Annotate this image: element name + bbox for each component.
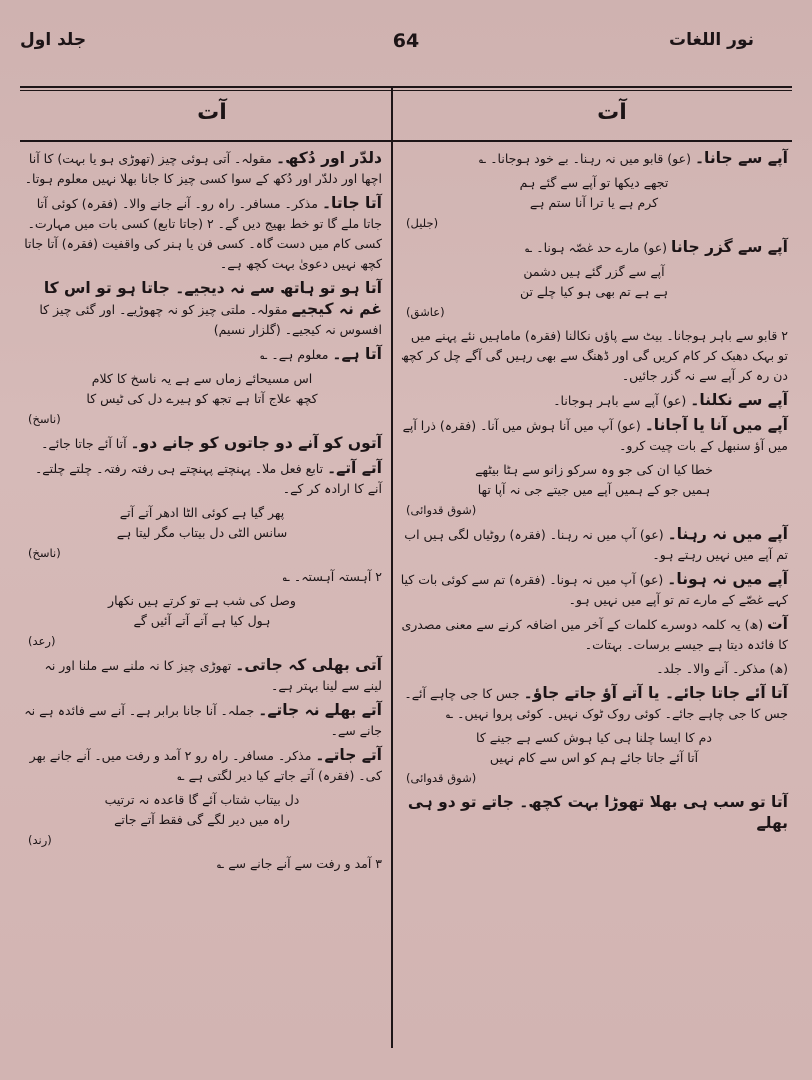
volume-label: جلد اول	[20, 30, 87, 50]
poet-attribution: (شوق قدوائی)	[406, 771, 477, 785]
entry-definition: مقولہ۔ ملتی چیز کو نہ چھوڑیے۔ اور گئی چیز کا افسوس نہ کیجیے۔ (گلزار نسیم)	[39, 302, 382, 337]
dictionary-entry	[22, 700, 382, 741]
entry-definition: تابع فعل ملا۔ پہنچتے پہنچتے ہی رفتہ رفتہ۔ چلتے چلتے۔ آنے کا ارادہ کر کے۔	[34, 461, 382, 496]
entry-headword: آتوں کو آنے دو جاتوں کو جانے دو۔	[130, 434, 382, 452]
verse-line: ہے ہے تم بھی ہو کیا چلے تن	[519, 284, 669, 299]
column-divider	[391, 88, 393, 1048]
entry-definition: مذکر۔ مسافر۔ راہ رو ۲ آمد و رفت میں۔ آنے جانے بھر کی۔ (فقرہ) آتے جاتے کیا دیر لگتی ہے ؎	[29, 748, 382, 783]
dictionary-entry	[400, 262, 788, 322]
poet-attribution: (شوق قدوائی)	[406, 503, 477, 517]
dictionary-entry	[22, 344, 382, 365]
right-column	[400, 148, 788, 838]
entry-definition: مقولہ۔ آتی ہوئی چیز (تھوڑی ہو یا بہت) کا آنا اچھا اور دلدّر اور دُکھ کے سوا کسی چیز کا جانا بھلا نہیں معلوم ہوتا۔	[24, 151, 382, 186]
dictionary-entry	[400, 148, 788, 169]
verse-line: کرم ہے یا ترا آنا ستم ہے	[529, 195, 659, 210]
dictionary-entry	[22, 458, 382, 499]
verse-line: خطا کیا ان کی جو وہ سرکو زانو سے ہٹا بیٹھے	[475, 462, 713, 477]
verse-line: دل بیتاب شتاب آئے گا قاعدہ نہ ترتیب	[104, 792, 300, 807]
entry-definition: (عو) آپ میں آنا ہوش میں آنا۔ (فقرہ) ذرا آپے میں آؤ سنبھل کے بات چیت کرو۔	[402, 418, 788, 453]
entry-definition: آتا آئے جاتا جائے۔	[41, 436, 127, 451]
verse-line: آپے سے گزر گئے ہیں دشمن	[523, 264, 665, 279]
verse-line: وصل کی شب ہے تو کرتے ہیں نکھار	[108, 593, 296, 608]
entry-headword: آتی بھلی کہ جاتی۔	[235, 656, 382, 674]
verse-line: راہ میں دیر لگے گی فقط آتے جاتے	[114, 812, 290, 827]
entry-headword: آت	[767, 615, 788, 633]
dictionary-entry	[400, 415, 788, 456]
dictionary-entry	[22, 745, 382, 786]
entry-definition: (عو) آپے سے باہر ہوجانا۔	[553, 393, 687, 408]
entry-headword: آپے میں نہ رہنا۔	[667, 525, 788, 543]
entry-headword: آتے بھلے نہ جاتے۔	[258, 701, 382, 719]
entry-definition: جملہ۔ آنا جانا برابر ہے۔ آنے سے فائدہ ہے نہ جانے سے۔	[24, 703, 382, 738]
entry-headword: آتا ہے۔	[332, 345, 382, 363]
dictionary-entry	[22, 567, 382, 587]
dictionary-entry	[22, 854, 382, 874]
page-number: 64	[392, 30, 420, 52]
dictionary-entry	[400, 614, 788, 655]
dictionary-entry	[400, 390, 788, 411]
entry-definition: (ھ) مذکر۔ آنے والا۔ جلد۔	[656, 661, 788, 676]
verse-line: ہمیں جو کے ہمیں آپے میں جیتے جی نہ آپا تھا	[477, 482, 711, 497]
verse-line: اس مسیحائے زماں سے ہے یہ ناسخ کا کلام	[91, 371, 313, 386]
entry-headword: آپے سے جانا۔	[694, 149, 788, 167]
entry-headword: آتا آئے جاتا جائے۔ یا آتے آؤ جاتے جاؤ۔	[523, 684, 788, 702]
dictionary-entry	[22, 655, 382, 696]
entry-headword: آتے آتے۔	[327, 459, 382, 477]
entry-headword: آتا جاتا۔	[321, 194, 382, 212]
dictionary-entry	[22, 148, 382, 189]
verse-line: دم کا ایسا چلنا ہی کیا ہوش کسے ہے جینے کا	[476, 730, 712, 745]
verse-line: تجھے دیکھا تو آپے سے گئے ہم	[519, 175, 669, 190]
entry-headword: آپے میں نہ ہونا۔	[667, 570, 788, 588]
entry-headword: دلدّر اور دُکھ۔	[275, 149, 382, 167]
entry-headword: آپے میں آنا یا آجانا۔	[644, 416, 788, 434]
header-rule-top	[20, 86, 792, 88]
dictionary-entry	[400, 237, 788, 258]
verse-line: ہول کیا ہے آتے آتے آئیں گے	[133, 613, 271, 628]
left-column	[22, 148, 382, 878]
entry-definition: جس کا جی چاہے آئے۔ جس کا جی چاہے جائے۔ کوئی روک ٹوک نہیں۔ کوئی پروا نہیں۔ ؎	[404, 686, 788, 721]
dictionary-entry	[22, 503, 382, 563]
entry-definition: مذکر۔ مسافر۔ راہ رو۔ آنے جانے والا۔ (فقرہ) کوئی آتا جاتا ملے گا تو خط بھیج دیں گے۔ ۲ (جاتا تابع) کسی بات میں مہارت۔ کسی کام میں دست گاہ۔ کسی فن یا ہنر کی واقفیت (فقرہ) آتا جاتا کچھ نہیں دعویٰ بہت کچھ ہے۔	[24, 196, 382, 271]
entry-definition: ۳ آمد و رفت سے آنے جانے سے ؎	[216, 856, 382, 871]
entry-definition: (عو) مارے حد غصّہ ہونا۔ ؎	[524, 240, 668, 255]
dictionary-entry	[400, 173, 788, 233]
poet-attribution: (رعد)	[28, 634, 56, 648]
entry-definition: (عو) آپ میں نہ ہونا۔ (فقرہ) تم سے کوئی بات کیا کہے غصّے کے مارے تم تو آپے میں نہیں ہو۔	[400, 572, 788, 607]
book-title: نور اللغات	[669, 30, 754, 50]
dictionary-entry	[400, 524, 788, 565]
header-rule-bottom	[20, 90, 792, 91]
column-rule-top	[20, 140, 792, 142]
verse-line: آتا آئے جاتا جائے ہم کو اس سے کام نہیں	[489, 750, 699, 765]
entry-definition: (عو) قابو میں نہ رہنا۔ بے خود ہوجانا۔ ؎	[478, 151, 691, 166]
dictionary-entry	[400, 326, 788, 386]
dictionary-entry	[400, 683, 788, 724]
dictionary-entry	[22, 433, 382, 454]
entry-definition: تھوڑی چیز کا نہ ملنے سے ملنا اور نہ لینے سے لینا بہتر ہے۔	[44, 658, 382, 693]
poet-attribution: (جلیل)	[406, 216, 439, 230]
dictionary-entry	[22, 193, 382, 274]
entry-definition: (عو) آپ میں نہ رہنا۔ (فقرہ) روٹیاں لگی ہیں اب تم آپے میں نہیں رہتے ہو۔	[404, 527, 788, 562]
dictionary-entry	[400, 659, 788, 679]
dictionary-entry	[22, 369, 382, 429]
entry-headword: آتے جاتے۔	[315, 746, 382, 764]
dictionary-entry	[22, 591, 382, 651]
poet-attribution: (ناسخ)	[28, 412, 61, 426]
poet-attribution: (رند)	[28, 833, 52, 847]
entry-headword: آتا تو سب ہی بھلا تھوڑا بہت کچھ۔ جاتے تو دو ہی بھلے	[407, 793, 788, 832]
entry-definition: معلوم ہے۔ ؎	[260, 347, 329, 362]
verse-line: سانس الٹی دل بیتاب مگر لیتا ہے	[116, 525, 288, 540]
entry-definition: (ھ) یہ کلمہ دوسرے کلمات کے آخر میں اضافہ کرنے سے معنی مصدری کا فائدہ دیتا ہے جیسے برسات۔ بہتات۔	[401, 617, 788, 652]
dictionary-entry	[400, 792, 788, 834]
poet-attribution: (ناسخ)	[28, 546, 61, 560]
verse-line: کچھ علاج آتا ہے تجھ کو ہیرے دل کی ٹیس کا	[86, 391, 318, 406]
entry-headword: آپے سے گزر جانا	[671, 238, 788, 256]
right-column-heading: آت	[597, 100, 627, 125]
dictionary-entry	[400, 569, 788, 610]
verse-line: پھر گیا ہے کوئی الٹا ادھر آتے آتے	[119, 505, 285, 520]
entry-definition: ۲ قابو سے باہر ہوجانا۔ بیٹ سے پاؤں نکالنا (فقرہ) ماماہیں نئے پہنے میں تو بہک دھبک کر کام کریں گی اور ڈھنگ سے بھی رہیں گی آگے چل کر کچھ دن رہ کر آپے سے نہ گزر جائیں۔	[400, 328, 788, 383]
entry-definition: ۲ آہستہ آہستہ۔ ؎	[282, 569, 382, 584]
dictionary-entry	[22, 790, 382, 850]
entry-headword: آتا ہو تو ہاتھ سے نہ دیجیے۔ جاتا ہو تو اس کا غم نہ کیجیے	[43, 279, 382, 318]
dictionary-entry	[400, 728, 788, 788]
dictionary-entry	[400, 460, 788, 520]
entry-headword: آپے سے نکلنا۔	[690, 391, 788, 409]
poet-attribution: (عاشق)	[406, 305, 445, 319]
left-column-heading: آت	[197, 100, 227, 125]
dictionary-entry	[22, 278, 382, 340]
